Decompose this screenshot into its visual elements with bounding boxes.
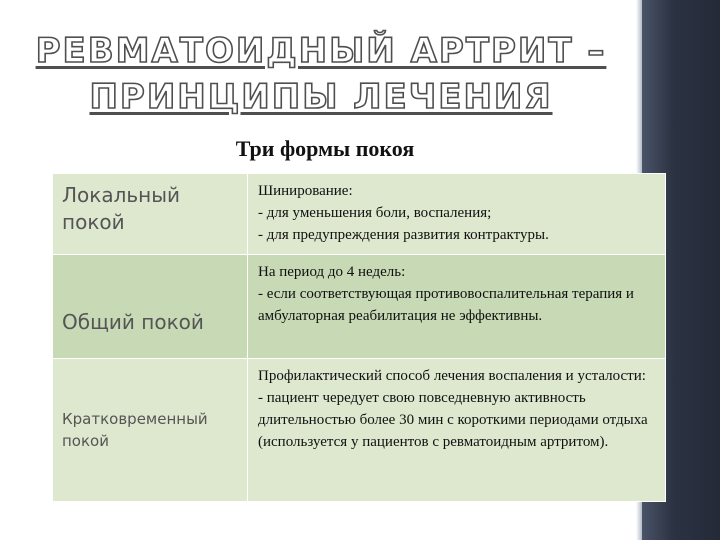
table-caption: Три формы покоя bbox=[235, 136, 415, 161]
description-line: - для предупреждения развития контрактуры. bbox=[258, 227, 549, 243]
description-line: Шинирование: bbox=[258, 183, 353, 199]
row-description-cell bbox=[248, 174, 666, 255]
row-description-cell bbox=[248, 255, 666, 359]
description-line: - для уменьшения боли, воспаления; bbox=[258, 205, 492, 221]
rest-forms-table bbox=[52, 173, 666, 502]
row-description-cell bbox=[248, 359, 666, 502]
slide-title-line-1: РЕВМАТОИДНЫЙ АРТРИТ – bbox=[35, 31, 607, 71]
description-line: На период до 4 недель: bbox=[258, 264, 406, 280]
table-row bbox=[53, 359, 666, 502]
description-line: - если соответствующая противовоспалительная терапия и амбулаторная реабилитация не эффективны. bbox=[258, 286, 634, 324]
row-label: Общий покой bbox=[62, 309, 204, 334]
row-label-cell bbox=[53, 359, 248, 502]
row-label: Кратковременный покой bbox=[62, 410, 208, 450]
row-label: Локальный покой bbox=[62, 183, 181, 234]
row-label-cell bbox=[53, 255, 248, 359]
slide-title-line-2: ПРИНЦИПЫ ЛЕЧЕНИЯ bbox=[89, 77, 553, 117]
table-row bbox=[53, 255, 666, 359]
description-line: - пациент чередует свою повседневную активность длительностью более 30 мин с короткими периодами отдыха (используется у пациентов с ревматоидным артритом). bbox=[258, 390, 648, 450]
row-label-cell bbox=[53, 174, 248, 255]
slide-title bbox=[0, 28, 642, 120]
description-line: Профилактический способ лечения воспаления и усталости: bbox=[258, 368, 646, 384]
table-row bbox=[53, 174, 666, 255]
